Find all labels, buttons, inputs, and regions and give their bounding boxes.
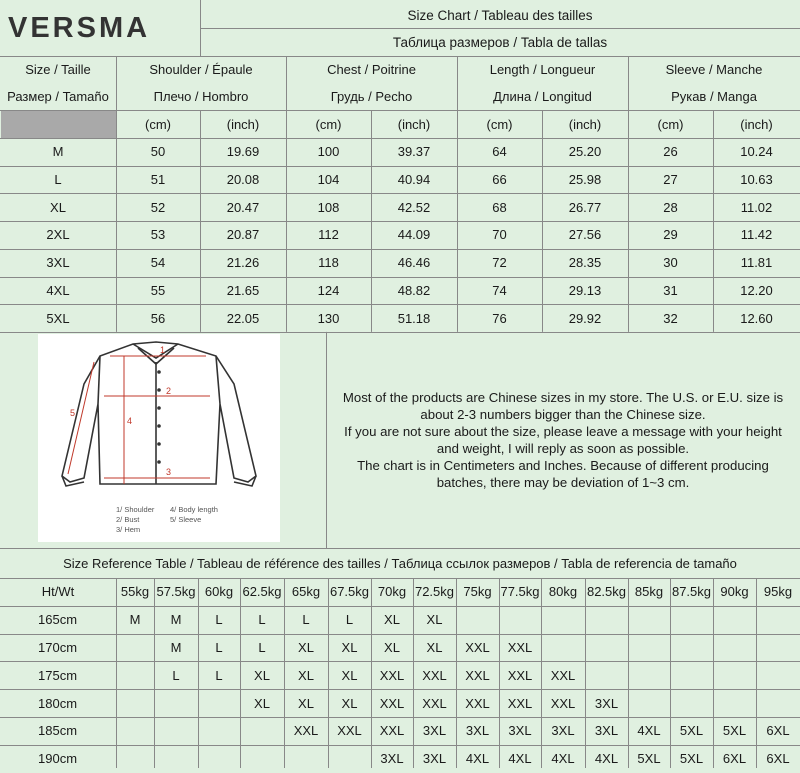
size-value: 26.77	[568, 199, 602, 215]
size-suggestion: 4XL	[637, 723, 661, 739]
size-suggestion: XXL	[507, 695, 533, 711]
size-suggestion: L	[215, 612, 223, 628]
size-suggestion: 4XL	[594, 751, 619, 767]
size-suggestion: 5XL	[679, 751, 704, 767]
size-suggestion	[713, 689, 756, 717]
size-value: 46.46	[397, 255, 431, 271]
size-label: XL	[50, 199, 66, 215]
size-value: 11.81	[740, 255, 773, 271]
size-value: 30	[663, 255, 678, 271]
size-value: 27.56	[568, 227, 602, 243]
size-suggestion	[756, 634, 800, 662]
size-suggestion: 6XL	[766, 751, 790, 767]
note-line: The chart is in Centimeters and Inches. Because of different producing	[357, 458, 769, 473]
weight-header: 82.5kg	[586, 584, 627, 600]
legend-shoulder: 1/ Shoulder	[116, 505, 155, 514]
size-notes	[326, 334, 800, 546]
size-suggestion	[541, 606, 585, 634]
weight-header: 60kg	[204, 584, 234, 600]
size-suggestion: 3XL	[594, 695, 619, 711]
unit-cell: (cm)	[315, 116, 342, 132]
size-suggestion: 5XL	[722, 723, 747, 739]
size-suggestion: XL	[298, 667, 314, 683]
size-suggestion	[756, 606, 800, 634]
size-suggestion	[198, 717, 240, 745]
size-value: 130	[317, 310, 340, 326]
size-suggestion	[116, 689, 154, 717]
size-suggestion: L	[215, 667, 223, 683]
weight-header: 77.5kg	[500, 584, 540, 600]
size-suggestion	[154, 745, 198, 773]
size-suggestion	[628, 634, 670, 662]
legend-hem: 3/ Hem	[116, 525, 141, 534]
column-header: Chest / Poitrine	[327, 62, 416, 77]
height-label: 180cm	[38, 695, 78, 711]
size-label: M	[52, 144, 64, 160]
size-label: 3XL	[46, 255, 70, 271]
unit-cell: (inch)	[226, 116, 260, 132]
note-line: and weight, I will reply as soon as possible.	[436, 441, 690, 456]
size-suggestion: 6XL	[722, 751, 747, 767]
height-label: 175cm	[38, 667, 78, 683]
size-value: 53	[150, 227, 166, 243]
weight-header: 95kg	[763, 584, 793, 600]
size-suggestion: XL	[341, 639, 358, 655]
weight-header: 72.5kg	[414, 584, 455, 600]
size-suggestion: L	[302, 612, 310, 628]
column-header-sub: Плечо / Hombro	[153, 89, 249, 104]
size-suggestion: 3XL	[422, 751, 447, 767]
size-suggestion: 4XL	[465, 751, 490, 767]
unit-cell: (cm)	[145, 116, 171, 132]
weight-header: 62.5kg	[242, 584, 282, 600]
size-suggestion: 3XL	[380, 751, 404, 767]
size-value: 50	[150, 144, 166, 160]
size-value: 51	[150, 172, 166, 188]
size-value: 55	[150, 282, 166, 298]
size-suggestion	[198, 689, 240, 717]
size-value: 74	[492, 282, 507, 298]
weight-header: 55kg	[120, 584, 150, 600]
legend-sleeve: 5/ Sleeve	[170, 515, 202, 524]
size-suggestion	[628, 661, 670, 689]
size-value: 32	[663, 310, 678, 326]
size-value: 100	[317, 144, 340, 160]
size-suggestion: XL	[254, 667, 270, 683]
size-value: 64	[492, 144, 507, 160]
size-suggestion	[628, 689, 670, 717]
size-value: 11.02	[740, 199, 773, 215]
column-header: Length / Longueur	[489, 62, 596, 77]
size-suggestion	[756, 661, 800, 689]
size-suggestion: XXL	[293, 723, 319, 739]
size-value: 20.47	[226, 199, 260, 215]
size-value: 104	[317, 172, 340, 188]
column-header: Shoulder / Épaule	[149, 62, 253, 77]
size-suggestion: XXL	[465, 695, 490, 711]
size-suggestion: L	[215, 639, 223, 655]
size-suggestion	[499, 606, 541, 634]
size-value: 25.20	[568, 144, 602, 160]
legend-body-length: 4/ Body length	[170, 505, 218, 514]
column-header: Size / Taille	[25, 62, 91, 77]
mark-2: 2	[166, 386, 172, 396]
size-value: 20.08	[226, 172, 260, 188]
size-suggestion	[756, 689, 800, 717]
size-value: 44.09	[397, 227, 431, 243]
column-header-sub: Длина / Longitud	[493, 89, 592, 104]
size-suggestion: 3XL	[594, 723, 619, 739]
note-line: Most of the products are Chinese sizes in my store. The U.S. or E.U. size is	[342, 390, 784, 405]
size-suggestion	[154, 689, 198, 717]
size-value: 51.18	[397, 310, 431, 326]
size-suggestion: XXL	[379, 723, 405, 739]
height-label: 170cm	[38, 639, 78, 655]
size-value: 20.87	[226, 227, 260, 243]
column-header-sub: Рукав / Manga	[671, 89, 757, 104]
size-value: 25.98	[568, 172, 602, 188]
note-line: batches, there may be deviation of 1~3 cm.	[436, 475, 690, 490]
weight-header: 67.5kg	[329, 584, 370, 600]
unit-cell: (cm)	[657, 116, 684, 132]
size-suggestion	[670, 661, 713, 689]
weight-header: 70kg	[377, 584, 407, 600]
brand-logo: VERSMA	[8, 11, 151, 44]
size-suggestion: XL	[384, 612, 400, 628]
unit-cell: (inch)	[740, 116, 773, 132]
size-suggestion: 3XL	[551, 723, 575, 739]
size-suggestion: XL	[341, 667, 358, 683]
column-header-sub: Грудь / Pecho	[330, 89, 413, 104]
size-value: 54	[150, 255, 166, 271]
size-suggestion	[585, 606, 628, 634]
weight-header: 87.5kg	[671, 584, 712, 600]
size-suggestion: XXL	[550, 695, 576, 711]
size-suggestion: 3XL	[422, 723, 447, 739]
size-value: 28	[663, 199, 678, 215]
size-suggestion: 5XL	[637, 751, 661, 767]
size-suggestion	[670, 634, 713, 662]
size-suggestion	[116, 634, 154, 662]
weight-header: 65kg	[291, 584, 321, 600]
size-value: 70	[492, 227, 507, 243]
size-value: 29	[663, 227, 678, 243]
size-suggestion: XL	[298, 695, 314, 711]
size-value: 26	[663, 144, 678, 160]
size-suggestion	[670, 689, 713, 717]
size-suggestion	[284, 745, 328, 773]
note-line: If you are not sure about the size, please leave a message with your height	[344, 424, 782, 439]
size-value: 72	[492, 255, 507, 271]
size-suggestion: 6XL	[766, 723, 790, 739]
size-suggestion: L	[172, 667, 180, 683]
size-value: 27	[663, 172, 678, 188]
size-label: 5XL	[46, 310, 70, 326]
weight-header: 57.5kg	[156, 584, 196, 600]
size-value: 10.24	[740, 144, 773, 160]
weight-header: 85kg	[634, 584, 664, 600]
size-value: 22.05	[226, 310, 260, 326]
size-label: L	[54, 172, 62, 188]
column-header: Sleeve / Manche	[665, 62, 763, 77]
size-suggestion: M	[170, 612, 182, 628]
size-value: 68	[492, 199, 507, 215]
size-value: 28.35	[568, 255, 602, 271]
reference-table-title: Size Reference Table / Tableau de référence des tailles / Таблица ссылок размеров / Tabla de referencia de tamaño	[63, 555, 737, 571]
size-value: 12.20	[740, 282, 773, 298]
size-suggestion: XXL	[422, 667, 447, 683]
size-suggestion	[541, 634, 585, 662]
size-suggestion	[713, 606, 756, 634]
size-suggestion: M	[170, 639, 182, 655]
size-value: 40.94	[397, 172, 431, 188]
size-suggestion: XXL	[550, 667, 576, 683]
size-label: 4XL	[46, 282, 70, 298]
size-value: 31	[663, 282, 678, 298]
size-suggestion	[628, 606, 670, 634]
size-suggestion: XXL	[507, 667, 533, 683]
size-suggestion: XL	[426, 612, 443, 628]
column-header-sub: Размер / Tamaño	[7, 89, 109, 104]
size-suggestion: XL	[384, 639, 400, 655]
size-suggestion: XXL	[507, 639, 533, 655]
ref-corner: Ht/Wt	[41, 584, 75, 600]
size-suggestion	[154, 717, 198, 745]
size-suggestion: XXL	[379, 667, 405, 683]
size-suggestion: 4XL	[508, 751, 532, 767]
size-value: 112	[318, 227, 339, 243]
shirt-diagram	[38, 334, 280, 542]
size-suggestion: XL	[341, 695, 358, 711]
size-suggestion	[670, 606, 713, 634]
size-suggestion	[116, 745, 154, 773]
size-value: 29.92	[568, 310, 602, 326]
size-suggestion	[585, 661, 628, 689]
size-value: 66	[492, 172, 507, 188]
gray-unit-cell	[1, 111, 116, 138]
size-value: 76	[492, 310, 507, 326]
size-suggestion: M	[129, 612, 141, 628]
size-chart-subtitle: Таблица размеров / Tabla de tallas	[392, 34, 608, 50]
weight-header: 75kg	[463, 584, 492, 600]
size-suggestion: 4XL	[551, 751, 575, 767]
size-suggestion	[116, 717, 154, 745]
size-suggestion	[240, 745, 284, 773]
size-suggestion: XXL	[379, 695, 405, 711]
size-suggestion: XL	[426, 639, 443, 655]
size-value: 12.60	[740, 310, 773, 326]
size-value: 19.69	[226, 144, 260, 160]
legend-bust: 2/ Bust	[116, 515, 140, 524]
size-suggestion	[198, 745, 240, 773]
weight-header: 90kg	[720, 584, 749, 600]
size-suggestion: XL	[254, 695, 270, 711]
size-value: 108	[317, 199, 340, 215]
size-value: 21.65	[226, 282, 260, 298]
size-value: 39.37	[397, 144, 431, 160]
size-suggestion: 5XL	[679, 723, 704, 739]
note-line: about 2-3 numbers bigger than the Chinese size.	[420, 407, 706, 422]
height-label: 190cm	[38, 751, 78, 767]
size-suggestion: XXL	[422, 695, 447, 711]
size-suggestion: XXL	[465, 667, 490, 683]
mark-1: 1	[160, 345, 166, 355]
size-value: 10.63	[740, 172, 773, 188]
size-suggestion: L	[258, 639, 266, 655]
size-suggestion	[328, 745, 371, 773]
height-label: 185cm	[38, 723, 78, 739]
size-label: 2XL	[46, 227, 70, 243]
size-suggestion	[713, 634, 756, 662]
size-suggestion: 3XL	[465, 723, 490, 739]
size-suggestion	[456, 606, 499, 634]
size-suggestion: XXL	[465, 639, 490, 655]
size-suggestion	[585, 634, 628, 662]
size-value: 48.82	[397, 282, 431, 298]
shirt-illustration	[38, 334, 280, 542]
unit-cell: (cm)	[486, 116, 513, 132]
size-value: 21.26	[226, 255, 260, 271]
unit-cell: (inch)	[568, 116, 602, 132]
size-value: 29.13	[568, 282, 602, 298]
mark-3: 3	[166, 467, 172, 477]
size-suggestion: L	[258, 612, 266, 628]
size-suggestion	[713, 661, 756, 689]
size-suggestion: XL	[298, 639, 314, 655]
size-value: 42.52	[397, 199, 431, 215]
size-value: 11.42	[740, 227, 773, 243]
size-suggestion	[240, 717, 284, 745]
unit-cell: (inch)	[397, 116, 431, 132]
size-value: 118	[318, 255, 339, 271]
weight-header: 80kg	[548, 584, 578, 600]
mark-4: 4	[127, 416, 133, 426]
size-value: 52	[150, 199, 166, 215]
size-suggestion: L	[345, 612, 354, 628]
size-value: 56	[150, 310, 166, 326]
size-suggestion: XXL	[337, 723, 362, 739]
size-suggestion	[116, 661, 154, 689]
mark-5: 5	[70, 408, 76, 418]
size-suggestion: 3XL	[508, 723, 532, 739]
height-label: 165cm	[38, 612, 78, 628]
size-chart-title: Size Chart / Tableau des tailles	[407, 7, 593, 23]
size-value: 124	[317, 282, 340, 298]
